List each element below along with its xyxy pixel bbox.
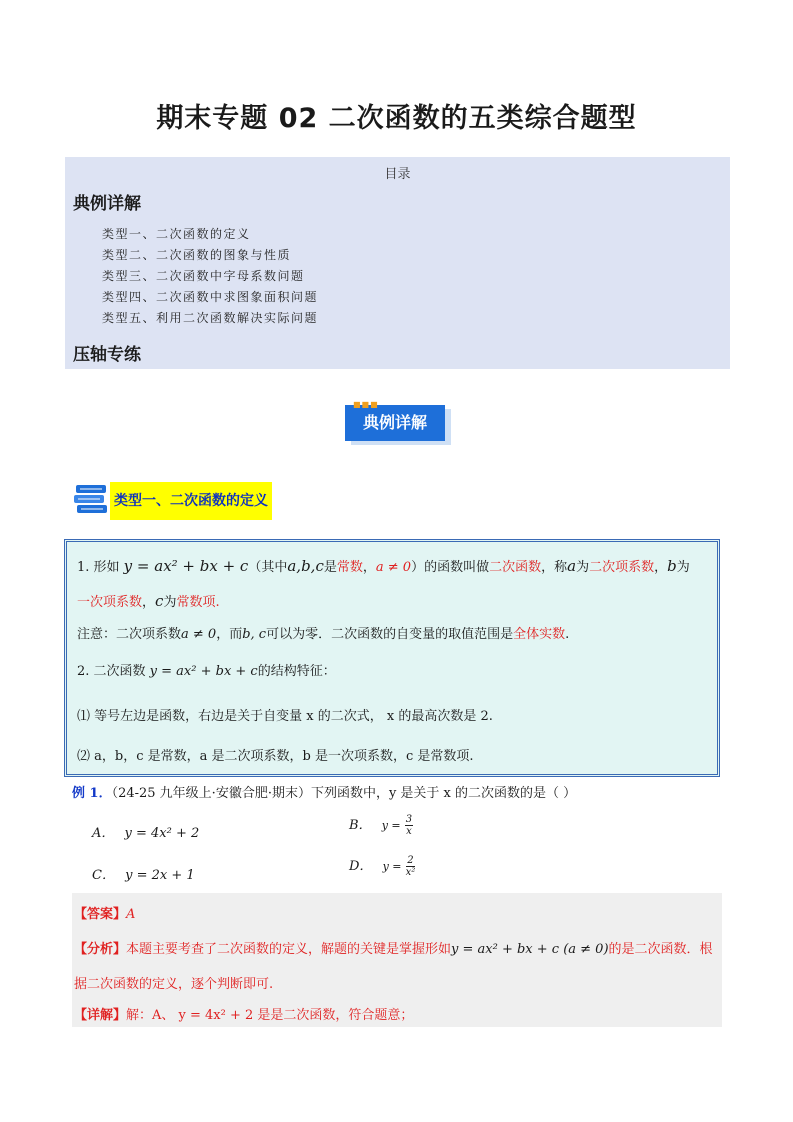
- option-a[interactable]: [92, 822, 199, 841]
- detail-line: [74, 1004, 413, 1023]
- badge-dots-decoration: ■■■: [353, 400, 379, 409]
- highlight: 常数项.: [176, 595, 220, 610]
- def-line-5: ⑴ 等号左边是函数，右边是关于自变量 x 的二次式， x 的最高次数是 2.: [77, 709, 493, 724]
- page-title: 期末专题 02 二次函数的五类综合题型: [156, 103, 637, 134]
- highlight: 二次项系数: [589, 560, 655, 575]
- example-label: 例 1．: [72, 786, 112, 801]
- answer-line: [74, 903, 135, 922]
- detail-tag: 【详解】: [74, 1008, 127, 1023]
- option-label: C．: [92, 868, 115, 883]
- option-formula: y = 4x² + 2: [124, 826, 200, 841]
- highlight: 常数: [336, 560, 363, 575]
- definition-box: [64, 539, 720, 777]
- highlight: 一次项系数: [77, 595, 143, 610]
- text: ，: [654, 560, 668, 575]
- def-line-6: ⑵ a，b，c 是常数，a 是二次项系数，b 是一次项系数，c 是常数项.: [77, 749, 474, 764]
- text: 为: [676, 560, 690, 575]
- answer-value: A: [126, 907, 136, 922]
- table-of-contents: [65, 157, 730, 369]
- toc-item-type1[interactable]: 类型一、二次函数的定义: [102, 227, 251, 241]
- answer-tag: 【答案】: [74, 907, 127, 922]
- highlight: 全体实数: [513, 627, 566, 642]
- text: 注意：二次项系数: [77, 627, 182, 642]
- text: 可以为零．二次函数的自变量的取值范围是: [266, 627, 514, 642]
- option-label: A．: [92, 826, 115, 841]
- option-formula: y = 2x + 1: [125, 868, 195, 883]
- condition: a ≠ 0: [375, 560, 412, 575]
- denominator: x²: [405, 867, 416, 878]
- analysis-text: 本题主要考查了二次函数的定义，解题的关键是掌握形如: [126, 942, 452, 957]
- text: 为: [576, 560, 590, 575]
- toc-section-practice[interactable]: 压轴专练: [73, 345, 141, 365]
- text: 2. 二次函数: [77, 664, 150, 679]
- def-line-1: [77, 556, 690, 575]
- answer-block: [72, 893, 722, 1027]
- analysis-line-1: [74, 938, 713, 957]
- text: ，而: [216, 627, 243, 642]
- option-c[interactable]: [92, 864, 195, 883]
- analysis-formula: y = ax² + bx + c (a ≠ 0): [451, 942, 609, 957]
- text: 为: [163, 595, 177, 610]
- vars: a,b,c: [287, 557, 324, 575]
- toc-section-examples[interactable]: 典例详解: [73, 194, 141, 214]
- type-banner: 类型一、二次函数的定义: [110, 482, 272, 520]
- option-fraction: [405, 814, 413, 837]
- toc-heading: 目录: [384, 167, 411, 182]
- badge-label: 典例详解: [345, 405, 445, 441]
- var-b: b: [667, 557, 677, 575]
- text: ，: [362, 560, 376, 575]
- text: 是: [323, 560, 337, 575]
- detail-text: 解：A、 y = 4x² + 2 是是二次函数，符合题意；: [126, 1008, 414, 1023]
- condition: a ≠ 0: [181, 627, 217, 642]
- option-fraction: [406, 855, 416, 878]
- toc-item-type2[interactable]: 类型二、二次函数的图象与性质: [102, 248, 292, 262]
- numerator: 2: [407, 855, 414, 866]
- books-icon: [72, 482, 112, 518]
- text: .: [565, 627, 570, 642]
- toc-item-type3[interactable]: 类型三、二次函数中字母系数问题: [102, 269, 305, 283]
- highlight: 二次函数: [489, 560, 542, 575]
- analysis-line-2: [74, 973, 273, 992]
- option-label: D．: [349, 859, 373, 874]
- text: ，称: [541, 560, 568, 575]
- analysis-text: 据二次函数的定义，逐个判断即可.: [74, 977, 274, 992]
- var-c: c: [155, 592, 164, 610]
- option-lhs: y =: [382, 860, 402, 873]
- toc-item-type4[interactable]: 类型四、二次函数中求图象面积问题: [102, 290, 319, 304]
- denominator: x: [406, 826, 412, 837]
- text: 1. 形如: [77, 560, 124, 575]
- option-b[interactable]: [349, 814, 413, 837]
- def-line-3: [77, 623, 569, 642]
- text: ，: [142, 595, 156, 610]
- def-line-4: [77, 660, 336, 679]
- numerator: 3: [405, 814, 413, 825]
- example-text: （24-25 九年级上·安徽合肥·期末）下列函数中，y 是关于 x 的二次函数的是（ ）: [111, 786, 577, 801]
- text: （其中: [248, 560, 288, 575]
- vars: b, c: [242, 627, 267, 642]
- var-a: a: [567, 557, 577, 575]
- option-d[interactable]: [349, 855, 415, 878]
- option-lhs: y =: [381, 819, 401, 832]
- toc-item-type5[interactable]: 类型五、利用二次函数解决实际问题: [102, 311, 319, 325]
- example-question: [72, 782, 576, 801]
- analysis-tag: 【分析】: [74, 942, 127, 957]
- formula: y = ax² + bx + c: [123, 557, 249, 575]
- analysis-text: 的是二次函数．根: [608, 942, 713, 957]
- def-line-2: [77, 591, 220, 610]
- option-label: B．: [349, 818, 372, 833]
- formula: y = ax² + bx + c: [149, 664, 258, 679]
- section-badge: [345, 400, 455, 447]
- text: ）的函数叫做: [411, 560, 490, 575]
- text: 的结构特征：: [257, 664, 336, 679]
